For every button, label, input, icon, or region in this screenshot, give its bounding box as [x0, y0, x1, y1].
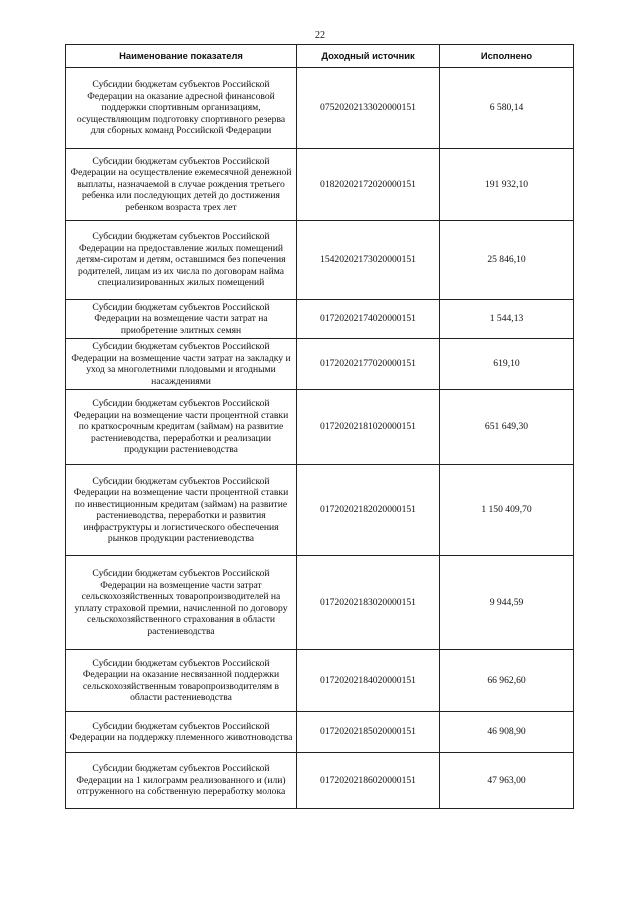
executed-value-cell: 1 150 409,70	[440, 465, 574, 556]
revenue-source-cell: 15420202173020000151	[297, 221, 440, 300]
header-executed: Исполнено	[440, 45, 574, 68]
table-row	[66, 68, 574, 149]
indicator-name-cell: Субсидии бюджетам субъектов Российской Федерации на возмещение части затрат на закладку и уход за многолетними плодовыми и ягодными насаждениями	[66, 339, 297, 390]
indicator-name-cell: Субсидии бюджетам субъектов Российской Федерации на возмещение части процентной ставки по инвестиционным кредитам (займам) на развитие растениеводства, переработки и развития инфраструктуры и логистического обеспечения рынков продукции растениеводства	[66, 465, 297, 556]
executed-value-cell: 191 932,10	[440, 149, 574, 221]
executed-value-cell: 47 963,00	[440, 753, 574, 809]
table-row	[66, 300, 574, 339]
indicator-name-cell: Субсидии бюджетам субъектов Российской Федерации на возмещение части затрат на приобретение элитных семян	[66, 300, 297, 339]
revenue-source-cell: 01720202177020000151	[297, 339, 440, 390]
indicator-name-cell: Субсидии бюджетам субъектов Российской Федерации на поддержку племенного животноводства	[66, 712, 297, 753]
indicator-name-cell: Субсидии бюджетам субъектов Российской Федерации на оказание адресной финансовой поддержки спортивным организациям, осуществляющим подготовку спортивного резерва для сборных команд Российской Федерации	[66, 68, 297, 149]
revenue-source-cell: 01820202172020000151	[297, 149, 440, 221]
revenue-source-cell: 01720202182020000151	[297, 465, 440, 556]
report-table	[65, 44, 574, 809]
table-row	[66, 149, 574, 221]
executed-value-cell: 25 846,10	[440, 221, 574, 300]
indicator-name-cell: Субсидии бюджетам субъектов Российской Федерации на оказание несвязанной поддержки сельскохозяйственным товаропроизводителям в области растениеводства	[66, 650, 297, 712]
table-row	[66, 650, 574, 712]
executed-value-cell: 46 908,90	[440, 712, 574, 753]
executed-value-cell: 651 649,30	[440, 390, 574, 465]
revenue-source-cell: 01720202186020000151	[297, 753, 440, 809]
revenue-source-cell: 01720202184020000151	[297, 650, 440, 712]
revenue-source-cell: 01720202181020000151	[297, 390, 440, 465]
indicator-name-cell: Субсидии бюджетам субъектов Российской Федерации на 1 килограмм реализованного и (или) отгруженного на собственную переработку молока	[66, 753, 297, 809]
revenue-source-cell: 01720202183020000151	[297, 556, 440, 650]
table-row	[66, 339, 574, 390]
indicator-name-cell: Субсидии бюджетам субъектов Российской Федерации на предоставление жилых помещений детям-сиротам и детям, оставшимся без попечения родителей, лицам из их числа по договорам найма специализированных жилых помещений	[66, 221, 297, 300]
indicator-name-cell: Субсидии бюджетам субъектов Российской Федерации на осуществление ежемесячной денежной выплаты, назначаемой в случае рождения третьего ребенка или последующих детей до достижения ребенком возраста трех лет	[66, 149, 297, 221]
table-row	[66, 465, 574, 556]
indicator-name-cell: Субсидии бюджетам субъектов Российской Федерации на возмещение части затрат сельскохозяйственных товаропроизводителей на уплату страховой премии, начисленной по договору сельскохозяйственного страхования в области растениеводства	[66, 556, 297, 650]
executed-value-cell: 1 544,13	[440, 300, 574, 339]
table-row	[66, 556, 574, 650]
page-number: 22	[315, 30, 325, 41]
revenue-source-cell: 01720202185020000151	[297, 712, 440, 753]
executed-value-cell: 9 944,59	[440, 556, 574, 650]
executed-value-cell: 66 962,60	[440, 650, 574, 712]
table-row	[66, 712, 574, 753]
revenue-source-cell: 07520202133020000151	[297, 68, 440, 149]
table-row	[66, 390, 574, 465]
indicator-name-cell: Субсидии бюджетам субъектов Российской Федерации на возмещение части процентной ставки по краткосрочным кредитам (займам) на развитие растениеводства, переработки и реализации продукции растениеводства	[66, 390, 297, 465]
executed-value-cell: 619,10	[440, 339, 574, 390]
revenue-source-cell: 01720202174020000151	[297, 300, 440, 339]
table-row	[66, 221, 574, 300]
executed-value-cell: 6 580,14	[440, 68, 574, 149]
table-row	[66, 753, 574, 809]
header-indicator-name: Наименование показателя	[66, 45, 297, 68]
table-header-row	[66, 45, 574, 68]
header-revenue-source: Доходный источник	[297, 45, 440, 68]
